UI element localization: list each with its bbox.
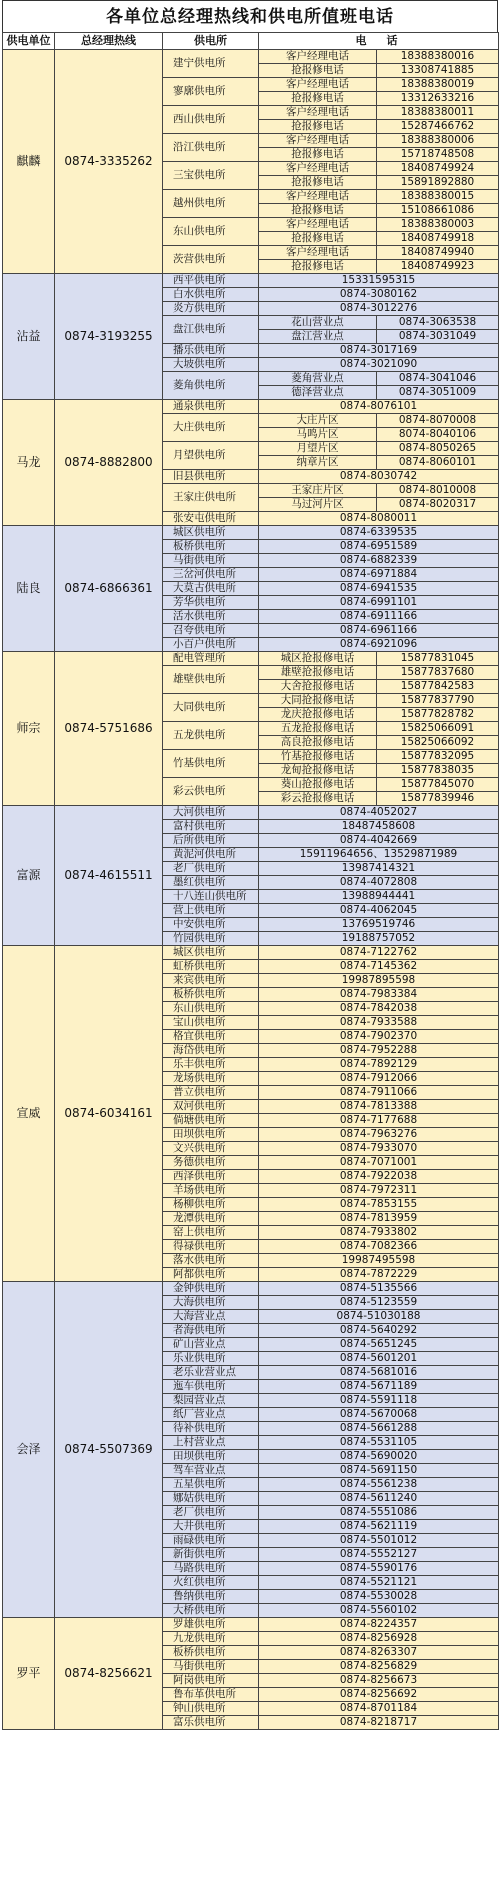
sub-label: 大同抢报修电话 bbox=[259, 694, 377, 708]
unit-name: 沾益 bbox=[3, 274, 55, 400]
station-name: 普立供电所 bbox=[163, 1086, 259, 1100]
table-row bbox=[3, 652, 499, 666]
sub-label: 竹基抢报修电话 bbox=[259, 750, 377, 764]
phone-number: 13988944441 bbox=[259, 890, 499, 904]
hotline-number: 0874-3335262 bbox=[55, 50, 163, 274]
phone-number: 0874-5590176 bbox=[259, 1562, 499, 1576]
sub-label: 葵山抢报修电话 bbox=[259, 778, 377, 792]
station-name: 鲁纳供电所 bbox=[163, 1590, 259, 1604]
station-name: 龙场供电所 bbox=[163, 1072, 259, 1086]
sub-label: 大庄片区 bbox=[259, 414, 377, 428]
station-name: 田坝供电所 bbox=[163, 1128, 259, 1142]
station-name: 龙潭供电所 bbox=[163, 1212, 259, 1226]
phone-number: 0874-7872229 bbox=[259, 1268, 499, 1282]
phone-number: 0874-7842038 bbox=[259, 1002, 499, 1016]
station-name: 炎方供电所 bbox=[163, 302, 259, 316]
station-name: 乐业供电所 bbox=[163, 1352, 259, 1366]
station-name: 活水供电所 bbox=[163, 610, 259, 624]
phone-number: 15331595315 bbox=[259, 274, 499, 288]
phone-number: 0874-4072808 bbox=[259, 876, 499, 890]
sub-label: 王家庄片区 bbox=[259, 484, 377, 498]
station-name: 旧县供电所 bbox=[163, 470, 259, 484]
phone-number: 18408749940 bbox=[377, 246, 499, 260]
phone-number: 0874-8020317 bbox=[377, 498, 499, 512]
station-name: 配电管理所 bbox=[163, 652, 259, 666]
station-name: 茨营供电所 bbox=[163, 246, 259, 274]
phone-number: 0874-3080162 bbox=[259, 288, 499, 302]
phone-number: 0874-3041046 bbox=[377, 372, 499, 386]
station-name: 五龙供电所 bbox=[163, 722, 259, 750]
phone-number: 15825066092 bbox=[377, 736, 499, 750]
phone-number: 0874-7813959 bbox=[259, 1212, 499, 1226]
station-name: 老厂供电所 bbox=[163, 1506, 259, 1520]
phone-number: 18487458608 bbox=[259, 820, 499, 834]
phone-number: 0874-8224357 bbox=[259, 1618, 499, 1632]
sub-label: 客户经理电话 bbox=[259, 134, 377, 148]
phone-number: 0874-4042669 bbox=[259, 834, 499, 848]
phone-number: 15877845070 bbox=[377, 778, 499, 792]
table-row bbox=[3, 50, 499, 64]
hotline-number: 0874-5507369 bbox=[55, 1282, 163, 1618]
phone-number: 0874-5671189 bbox=[259, 1380, 499, 1394]
phone-number: 0874-5521121 bbox=[259, 1576, 499, 1590]
phone-number: 15891892880 bbox=[377, 176, 499, 190]
phone-number: 0874-7952288 bbox=[259, 1044, 499, 1058]
station-name: 格宜供电所 bbox=[163, 1030, 259, 1044]
table-row bbox=[3, 1282, 499, 1296]
phone-number: 0874-5552127 bbox=[259, 1548, 499, 1562]
phone-number: 18388380011 bbox=[377, 106, 499, 120]
phone-number: 18388380003 bbox=[377, 218, 499, 232]
phone-number: 0874-6882339 bbox=[259, 554, 499, 568]
sub-label: 菱角营业点 bbox=[259, 372, 377, 386]
phone-number: 0874-8060101 bbox=[377, 456, 499, 470]
station-name: 东山供电所 bbox=[163, 218, 259, 246]
station-name: 得禄供电所 bbox=[163, 1240, 259, 1254]
station-name: 大庄供电所 bbox=[163, 414, 259, 442]
station-name: 大河供电所 bbox=[163, 806, 259, 820]
station-name: 雨碌供电所 bbox=[163, 1534, 259, 1548]
station-name: 羊场供电所 bbox=[163, 1184, 259, 1198]
station-name: 墨红供电所 bbox=[163, 876, 259, 890]
directory-body bbox=[3, 50, 499, 1730]
table-row bbox=[3, 806, 499, 820]
station-name: 白水供电所 bbox=[163, 288, 259, 302]
station-name: 营上供电所 bbox=[163, 904, 259, 918]
station-name: 大同供电所 bbox=[163, 694, 259, 722]
sub-label: 盘江营业点 bbox=[259, 330, 377, 344]
phone-number: 0874-8701184 bbox=[259, 1702, 499, 1716]
station-name: 者海供电所 bbox=[163, 1324, 259, 1338]
phone-number: 18388380006 bbox=[377, 134, 499, 148]
station-name: 上村营业点 bbox=[163, 1436, 259, 1450]
phone-number: 15718748508 bbox=[377, 148, 499, 162]
header-phone-left: 电 bbox=[259, 33, 377, 50]
unit-name: 会泽 bbox=[3, 1282, 55, 1618]
station-name: 召夸供电所 bbox=[163, 624, 259, 638]
phone-number: 0874-5531105 bbox=[259, 1436, 499, 1450]
sub-label: 抢报修电话 bbox=[259, 260, 377, 274]
phone-number: 0874-3021090 bbox=[259, 358, 499, 372]
sub-label: 雄壁抢报修电话 bbox=[259, 666, 377, 680]
phone-number: 18388380015 bbox=[377, 190, 499, 204]
station-name: 虹桥供电所 bbox=[163, 960, 259, 974]
phone-number: 0874-8256692 bbox=[259, 1688, 499, 1702]
phone-number: 15911964656、13529871989 bbox=[259, 848, 499, 862]
phone-number: 19987495598 bbox=[259, 1254, 499, 1268]
station-name: 菱角供电所 bbox=[163, 372, 259, 400]
station-name: 西平供电所 bbox=[163, 274, 259, 288]
station-name: 老厂供电所 bbox=[163, 862, 259, 876]
phone-number: 0874-7933802 bbox=[259, 1226, 499, 1240]
sub-label: 大舍抢报修电话 bbox=[259, 680, 377, 694]
station-name: 马街供电所 bbox=[163, 1660, 259, 1674]
sub-label: 客户经理电话 bbox=[259, 190, 377, 204]
sub-label: 高良抢报修电话 bbox=[259, 736, 377, 750]
station-name: 田坝供电所 bbox=[163, 1450, 259, 1464]
station-name: 九龙供电所 bbox=[163, 1632, 259, 1646]
station-name: 通泉供电所 bbox=[163, 400, 259, 414]
phone-number: 0874-7853155 bbox=[259, 1198, 499, 1212]
phone-number: 0874-7177688 bbox=[259, 1114, 499, 1128]
phone-number: 0874-8010008 bbox=[377, 484, 499, 498]
sub-label: 抢报修电话 bbox=[259, 120, 377, 134]
phone-number: 0874-6991101 bbox=[259, 596, 499, 610]
hotline-number: 0874-4615511 bbox=[55, 806, 163, 946]
phone-number: 15287466762 bbox=[377, 120, 499, 134]
sub-label: 抢报修电话 bbox=[259, 148, 377, 162]
phone-number: 0874-5651245 bbox=[259, 1338, 499, 1352]
phone-number: 15108661086 bbox=[377, 204, 499, 218]
phone-number: 15877837790 bbox=[377, 694, 499, 708]
sub-label: 抢报修电话 bbox=[259, 232, 377, 246]
sub-label: 彩云抢报修电话 bbox=[259, 792, 377, 806]
unit-name: 麒麟 bbox=[3, 50, 55, 274]
station-name: 火红供电所 bbox=[163, 1576, 259, 1590]
station-name: 大坡供电所 bbox=[163, 358, 259, 372]
station-name: 驾车营业点 bbox=[163, 1464, 259, 1478]
station-name: 宝山供电所 bbox=[163, 1016, 259, 1030]
phone-number: 15877839946 bbox=[377, 792, 499, 806]
table-row bbox=[3, 400, 499, 414]
station-name: 彩云供电所 bbox=[163, 778, 259, 806]
station-name: 文兴供电所 bbox=[163, 1142, 259, 1156]
station-name: 窑上供电所 bbox=[163, 1226, 259, 1240]
phone-number: 18388380016 bbox=[377, 50, 499, 64]
station-name: 十八连山供电所 bbox=[163, 890, 259, 904]
station-name: 富村供电所 bbox=[163, 820, 259, 834]
phone-number: 0874-4062045 bbox=[259, 904, 499, 918]
sub-label: 客户经理电话 bbox=[259, 218, 377, 232]
phone-number: 13987414321 bbox=[259, 862, 499, 876]
phone-number: 0874-5640292 bbox=[259, 1324, 499, 1338]
document-title: 各单位总经理热线和供电所值班电话 bbox=[2, 0, 498, 32]
station-name: 倘塘供电所 bbox=[163, 1114, 259, 1128]
sub-label: 龙甸抢报修电话 bbox=[259, 764, 377, 778]
station-name: 雄壁供电所 bbox=[163, 666, 259, 694]
phone-number: 18388380019 bbox=[377, 78, 499, 92]
hotline-number: 0874-5751686 bbox=[55, 652, 163, 806]
phone-number: 13769519746 bbox=[259, 918, 499, 932]
phone-number: 15877832095 bbox=[377, 750, 499, 764]
phone-number: 0874-7912066 bbox=[259, 1072, 499, 1086]
phone-number: 0874-3031049 bbox=[377, 330, 499, 344]
station-name: 杨柳供电所 bbox=[163, 1198, 259, 1212]
phone-number: 0874-5681016 bbox=[259, 1366, 499, 1380]
station-name: 矿山营业点 bbox=[163, 1338, 259, 1352]
phone-number: 0874-7933588 bbox=[259, 1016, 499, 1030]
station-name: 娜姑供电所 bbox=[163, 1492, 259, 1506]
table-row bbox=[3, 1618, 499, 1632]
station-name: 芳华供电所 bbox=[163, 596, 259, 610]
hotline-number: 0874-8882800 bbox=[55, 400, 163, 526]
phone-number: 0874-3063538 bbox=[377, 316, 499, 330]
phone-number: 0874-8256928 bbox=[259, 1632, 499, 1646]
station-name: 播乐供电所 bbox=[163, 344, 259, 358]
station-name: 小百户供电所 bbox=[163, 638, 259, 652]
phone-number: 0874-5611240 bbox=[259, 1492, 499, 1506]
sub-label: 城区抢报修电话 bbox=[259, 652, 377, 666]
phone-number: 0874-6941535 bbox=[259, 582, 499, 596]
sub-label: 马鸣片区 bbox=[259, 428, 377, 442]
station-name: 大海供电所 bbox=[163, 1296, 259, 1310]
phone-number: 0874-5123559 bbox=[259, 1296, 499, 1310]
sub-label: 抢报修电话 bbox=[259, 64, 377, 78]
phone-number: 0874-5661288 bbox=[259, 1422, 499, 1436]
station-name: 中安供电所 bbox=[163, 918, 259, 932]
station-name: 建宁供电所 bbox=[163, 50, 259, 78]
unit-name: 富源 bbox=[3, 806, 55, 946]
station-name: 西山供电所 bbox=[163, 106, 259, 134]
phone-number: 0874-6971884 bbox=[259, 568, 499, 582]
phone-number: 0874-5691150 bbox=[259, 1464, 499, 1478]
station-name: 沿江供电所 bbox=[163, 134, 259, 162]
phone-number: 15877842583 bbox=[377, 680, 499, 694]
station-name: 梨园营业点 bbox=[163, 1394, 259, 1408]
phone-number: 0874-6911166 bbox=[259, 610, 499, 624]
station-name: 西泽供电所 bbox=[163, 1170, 259, 1184]
station-name: 五星供电所 bbox=[163, 1478, 259, 1492]
station-name: 城区供电所 bbox=[163, 526, 259, 540]
station-name: 富乐供电所 bbox=[163, 1716, 259, 1730]
phone-number: 0874-5591118 bbox=[259, 1394, 499, 1408]
phone-number: 0874-5135566 bbox=[259, 1282, 499, 1296]
station-name: 马路供电所 bbox=[163, 1562, 259, 1576]
station-name: 大桥供电所 bbox=[163, 1604, 259, 1618]
phone-number: 15877837680 bbox=[377, 666, 499, 680]
phone-number: 0874-7071001 bbox=[259, 1156, 499, 1170]
phone-number: 0874-8080011 bbox=[259, 512, 499, 526]
station-name: 三宝供电所 bbox=[163, 162, 259, 190]
sub-label: 客户经理电话 bbox=[259, 50, 377, 64]
header-row bbox=[3, 33, 499, 50]
phone-number: 0874-5561238 bbox=[259, 1478, 499, 1492]
header-phone-right: 话 bbox=[377, 33, 499, 50]
phone-number: 0874-7911066 bbox=[259, 1086, 499, 1100]
phone-number: 0874-5501012 bbox=[259, 1534, 499, 1548]
phone-number: 0874-7082366 bbox=[259, 1240, 499, 1254]
phone-directory-table bbox=[2, 32, 499, 1730]
phone-number: 0874-5601201 bbox=[259, 1352, 499, 1366]
table-row bbox=[3, 526, 499, 540]
phone-number: 15877828782 bbox=[377, 708, 499, 722]
header-hotline: 总经理热线 bbox=[55, 33, 163, 50]
phone-number: 0874-6961166 bbox=[259, 624, 499, 638]
phone-number: 19987895598 bbox=[259, 974, 499, 988]
phone-number: 0874-8218717 bbox=[259, 1716, 499, 1730]
sub-label: 马过河片区 bbox=[259, 498, 377, 512]
station-name: 寥廓供电所 bbox=[163, 78, 259, 106]
phone-number: 0874-8070008 bbox=[377, 414, 499, 428]
sub-label: 龙庆抢报修电话 bbox=[259, 708, 377, 722]
station-name: 马街供电所 bbox=[163, 554, 259, 568]
station-name: 王家庄供电所 bbox=[163, 484, 259, 512]
hotline-number: 0874-3193255 bbox=[55, 274, 163, 400]
phone-number: 0874-7813388 bbox=[259, 1100, 499, 1114]
phone-number: 13308741885 bbox=[377, 64, 499, 78]
station-name: 乐丰供电所 bbox=[163, 1058, 259, 1072]
header-station: 供电所 bbox=[163, 33, 259, 50]
station-name: 城区供电所 bbox=[163, 946, 259, 960]
unit-name: 罗平 bbox=[3, 1618, 55, 1730]
station-name: 黄泥河供电所 bbox=[163, 848, 259, 862]
phone-number: 0874-8050265 bbox=[377, 442, 499, 456]
phone-number: 0874-7922038 bbox=[259, 1170, 499, 1184]
phone-number: 19188757052 bbox=[259, 932, 499, 946]
station-name: 待补供电所 bbox=[163, 1422, 259, 1436]
station-name: 越州供电所 bbox=[163, 190, 259, 218]
phone-number: 0874-5530028 bbox=[259, 1590, 499, 1604]
phone-number: 0874-7963276 bbox=[259, 1128, 499, 1142]
sub-label: 花山营业点 bbox=[259, 316, 377, 330]
station-name: 板桥供电所 bbox=[163, 540, 259, 554]
phone-number: 0874-6951589 bbox=[259, 540, 499, 554]
station-name: 阿都供电所 bbox=[163, 1268, 259, 1282]
station-name: 大井供电所 bbox=[163, 1520, 259, 1534]
station-name: 月望供电所 bbox=[163, 442, 259, 470]
station-name: 东山供电所 bbox=[163, 1002, 259, 1016]
sub-label: 客户经理电话 bbox=[259, 106, 377, 120]
station-name: 板桥供电所 bbox=[163, 988, 259, 1002]
phone-number: 0874-7145362 bbox=[259, 960, 499, 974]
unit-name: 陆良 bbox=[3, 526, 55, 652]
station-name: 来宾供电所 bbox=[163, 974, 259, 988]
phone-number: 15825066091 bbox=[377, 722, 499, 736]
phone-number: 15877831045 bbox=[377, 652, 499, 666]
phone-number: 0874-6921096 bbox=[259, 638, 499, 652]
table-row bbox=[3, 274, 499, 288]
phone-number: 0874-7983384 bbox=[259, 988, 499, 1002]
station-name: 鲁布革供电所 bbox=[163, 1688, 259, 1702]
station-name: 务德供电所 bbox=[163, 1156, 259, 1170]
station-name: 落水供电所 bbox=[163, 1254, 259, 1268]
phone-number: 13312633216 bbox=[377, 92, 499, 106]
station-name: 板桥供电所 bbox=[163, 1646, 259, 1660]
phone-number: 0874-4052027 bbox=[259, 806, 499, 820]
sub-label: 五龙抢报修电话 bbox=[259, 722, 377, 736]
phone-number: 0874-8256673 bbox=[259, 1674, 499, 1688]
phone-number: 0874-3051009 bbox=[377, 386, 499, 400]
phone-number: 0874-7972311 bbox=[259, 1184, 499, 1198]
unit-name: 师宗 bbox=[3, 652, 55, 806]
station-name: 大海营业点 bbox=[163, 1310, 259, 1324]
sub-label: 德泽营业点 bbox=[259, 386, 377, 400]
phone-number: 0874-7122762 bbox=[259, 946, 499, 960]
phone-number: 0874-5670068 bbox=[259, 1408, 499, 1422]
phone-number: 0874-5690020 bbox=[259, 1450, 499, 1464]
phone-number: 0874-8263307 bbox=[259, 1646, 499, 1660]
phone-number: 0874-8256829 bbox=[259, 1660, 499, 1674]
sub-label: 月望片区 bbox=[259, 442, 377, 456]
station-name: 罗雄供电所 bbox=[163, 1618, 259, 1632]
phone-number: 0874-7892129 bbox=[259, 1058, 499, 1072]
phone-number: 0874-7933070 bbox=[259, 1142, 499, 1156]
phone-number: 0874-7902370 bbox=[259, 1030, 499, 1044]
phone-number: 0874-5621119 bbox=[259, 1520, 499, 1534]
phone-number: 0874-8076101 bbox=[259, 400, 499, 414]
hotline-number: 0874-6866361 bbox=[55, 526, 163, 652]
station-name: 双河供电所 bbox=[163, 1100, 259, 1114]
sub-label: 客户经理电话 bbox=[259, 162, 377, 176]
station-name: 竹基供电所 bbox=[163, 750, 259, 778]
phone-number: 15877838035 bbox=[377, 764, 499, 778]
station-name: 纸厂营业点 bbox=[163, 1408, 259, 1422]
station-name: 阿岗供电所 bbox=[163, 1674, 259, 1688]
sub-label: 抢报修电话 bbox=[259, 204, 377, 218]
station-name: 新街供电所 bbox=[163, 1548, 259, 1562]
station-name: 张安屯供电所 bbox=[163, 512, 259, 526]
station-name: 金钟供电所 bbox=[163, 1282, 259, 1296]
sub-label: 抢报修电话 bbox=[259, 176, 377, 190]
station-name: 三岔河供电所 bbox=[163, 568, 259, 582]
phone-number: 0874-5560102 bbox=[259, 1604, 499, 1618]
phone-number: 0874-8030742 bbox=[259, 470, 499, 484]
unit-name: 马龙 bbox=[3, 400, 55, 526]
hotline-number: 0874-6034161 bbox=[55, 946, 163, 1282]
table-row bbox=[3, 946, 499, 960]
station-name: 大莫古供电所 bbox=[163, 582, 259, 596]
sub-label: 纳章片区 bbox=[259, 456, 377, 470]
unit-name: 宣威 bbox=[3, 946, 55, 1282]
phone-number: 18408749918 bbox=[377, 232, 499, 246]
station-name: 竹园供电所 bbox=[163, 932, 259, 946]
hotline-number: 0874-8256621 bbox=[55, 1618, 163, 1730]
sub-label: 客户经理电话 bbox=[259, 78, 377, 92]
station-name: 迤车供电所 bbox=[163, 1380, 259, 1394]
station-name: 海岱供电所 bbox=[163, 1044, 259, 1058]
sub-label: 客户经理电话 bbox=[259, 246, 377, 260]
phone-number: 0874-3017169 bbox=[259, 344, 499, 358]
header-unit: 供电单位 bbox=[3, 33, 55, 50]
station-name: 后所供电所 bbox=[163, 834, 259, 848]
phone-number: 0874-5551086 bbox=[259, 1506, 499, 1520]
station-name: 钟山供电所 bbox=[163, 1702, 259, 1716]
phone-number: 8074-8040106 bbox=[377, 428, 499, 442]
phone-number: 0874-3012276 bbox=[259, 302, 499, 316]
sub-label: 抢报修电话 bbox=[259, 92, 377, 106]
phone-number: 18408749923 bbox=[377, 260, 499, 274]
station-name: 老乐业营业点 bbox=[163, 1366, 259, 1380]
phone-number: 0874-51030188 bbox=[259, 1310, 499, 1324]
directory-document bbox=[2, 0, 498, 1730]
phone-number: 0874-6339535 bbox=[259, 526, 499, 540]
phone-number: 18408749924 bbox=[377, 162, 499, 176]
station-name: 盘江供电所 bbox=[163, 316, 259, 344]
